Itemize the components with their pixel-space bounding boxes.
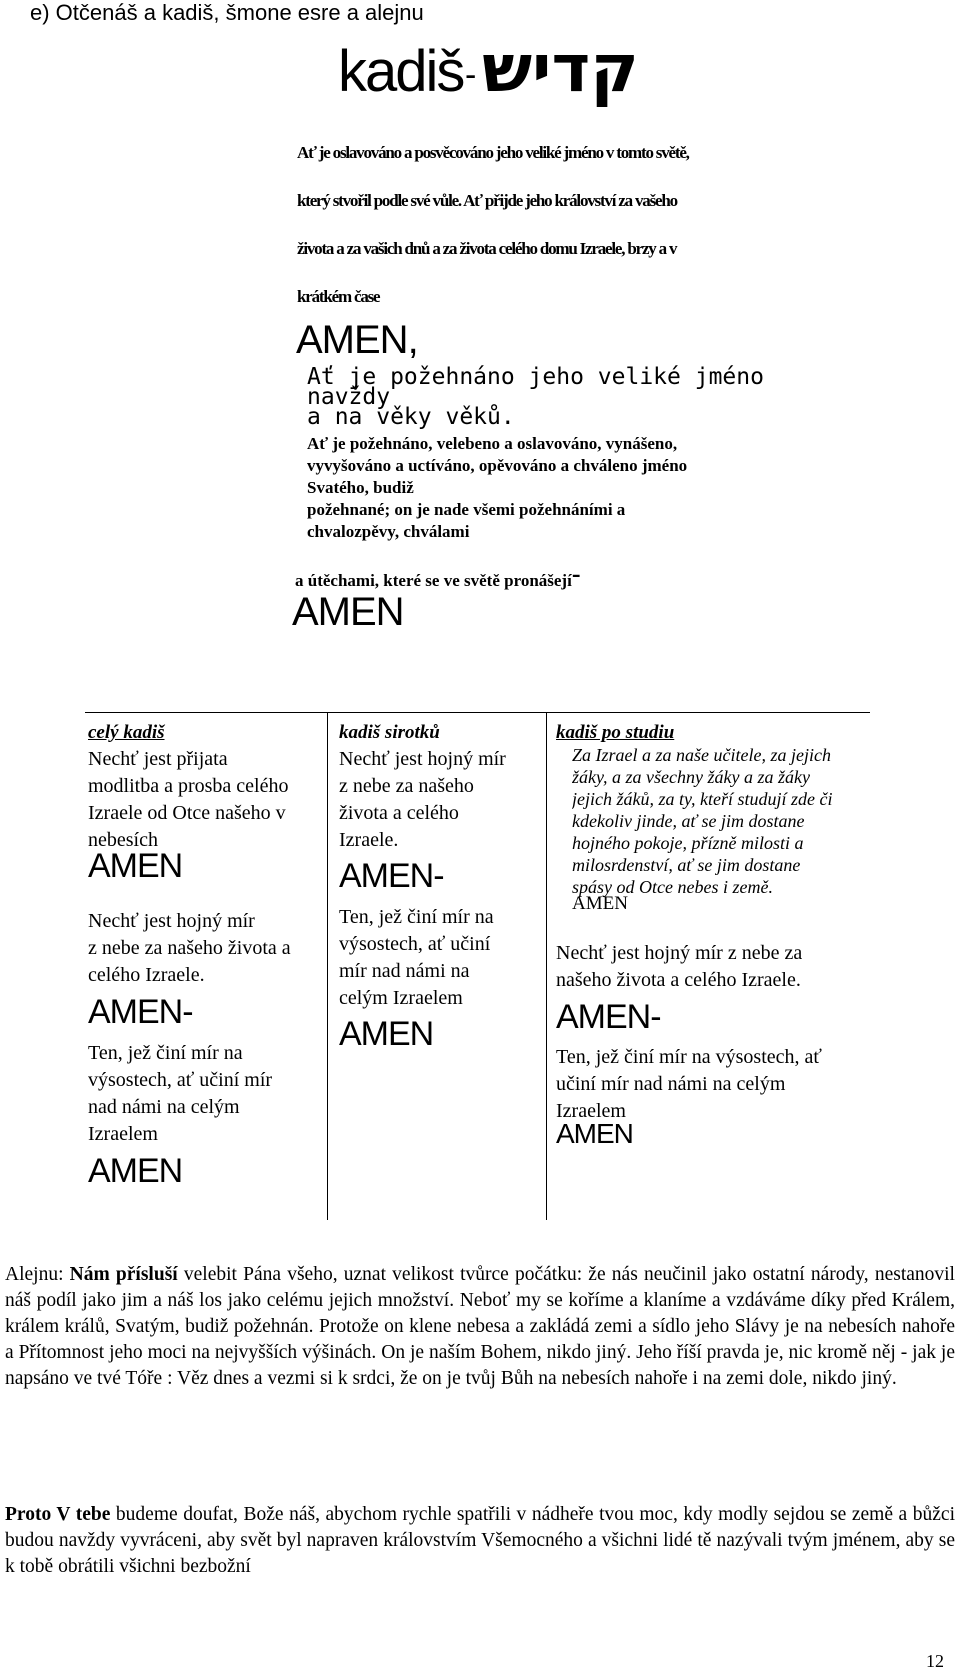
text-line: Ten, jež činí mír na výsostech, ať (556, 1046, 822, 1068)
column-full-text-2 (88, 908, 291, 989)
text-line: Nechť jest hojný mír (339, 748, 506, 770)
text-line: nad námi na celým (88, 1096, 240, 1118)
intro-line-3: života a za vašich dnů a za života celého domu Izraele, brzy a v (297, 239, 677, 258)
text-line: výsostech, ať učiní mír (88, 1069, 273, 1091)
columns-top-rule (85, 712, 870, 713)
text-line: učiní mír nad námi na celým (556, 1073, 786, 1095)
column-full-text-1 (88, 746, 289, 854)
column-orphan-amen-2: AMEN (339, 1015, 434, 1053)
alejnu-label: Alejnu: (5, 1264, 70, 1285)
column-full-amen-1: AMEN (88, 847, 183, 885)
text-line: jejich žáků, za ty, kteří studují zde či (572, 789, 833, 809)
text-line: Ten, jež činí mír na (339, 906, 494, 928)
amen-response-1: AMEN, (296, 318, 418, 362)
proto-paragraph (5, 1502, 955, 1580)
praise-line-4: požehnané; on je nade všemi požehnáními a (307, 500, 626, 519)
column-divider-1 (327, 712, 328, 1220)
praise-last-text: a útěchami, které se ve světě pronášejí (295, 571, 572, 590)
section-heading: e) Otčenáš a kadiš, šmone esre a alejnu (30, 0, 424, 25)
text-line: spásy od Otce nebes i země. (572, 877, 773, 897)
text-line: Nechť jest přijata (88, 748, 228, 770)
text-line: hojného pokoje, přízně milosti a (572, 833, 804, 853)
intro-line-4: krátkém čase (297, 287, 380, 306)
praise-line-1: Ať je požehnáno, velebeno a oslavováno, vynášeno, (307, 434, 678, 453)
intro-line-1: Ať je oslavováno a posvěcováno jeho veliké jméno v tomto světě, (297, 143, 689, 162)
column-divider-2 (546, 712, 547, 1220)
column-full-amen-2: AMEN- (88, 993, 193, 1031)
text-line: mír nad námi na (339, 960, 470, 982)
text-line: života a celého (339, 802, 459, 824)
blessing-line-3: a na věky věků. (307, 404, 515, 430)
text-line: z nebe za našeho života a (88, 937, 291, 959)
text-line: milosrdenství, ať se jim dostane (572, 855, 801, 875)
text-line: celého Izraele. (88, 964, 205, 986)
text-line: Izraele od Otce našeho v (88, 802, 286, 824)
column-orphan-text-2 (339, 904, 494, 1012)
text-line: našeho života a celého Izraele. (556, 969, 801, 991)
title-kadish-hebrew: קדיש (482, 30, 639, 107)
page-number: 12 (926, 1651, 944, 1671)
text-line: nebesích (88, 829, 158, 851)
blessing-line-1: Ať je požehnáno jeho veliké jméno (307, 364, 764, 390)
text-line: Izraelem (556, 1100, 626, 1122)
praise-line-3: Svatého, budiž (307, 478, 414, 497)
column-full-text-3 (88, 1040, 272, 1148)
proto-bold-phrase: Proto V tebe (5, 1504, 111, 1525)
text-line: Ten, jež činí mír na (88, 1042, 243, 1064)
column-orphan-text-1 (339, 746, 506, 854)
alejnu-text: velebit Pána všeho, uznat velikost tvůrce počátku: že nás neučinil jako ostatní národy, nestanovil náš podíl jako jim a náš los jako celému jejich množství. Neboť my se koříme a klaníme a vzdáváme díky před Králem, králem králů, Svatým, budiž požehnán. Protože on klene nebesa a zakládá zemi a sídlo jeho Slávy je na nebesích nahoře a Přítomnost jeho moci na nejvyšších výšinách. On je naším Bohem, nikdo jiný. Jeho říší pravda je, nic kromě něj - jak je napsáno ve tvé Tóře : Věz dnes a vezmi si k srdci, že on je tvůj Bůh na nebesích nahoře i na zemi dole, nikdo jiný. (5, 1264, 955, 1389)
amen-response-2: AMEN (292, 590, 404, 634)
alejnu-paragraph (5, 1262, 955, 1392)
text-line: kdekoliv jinde, ať se jim dostane (572, 811, 805, 831)
praise-dash: - (571, 559, 581, 588)
text-line: výsostech, ať učiní (339, 933, 491, 955)
text-line: Izraele. (339, 829, 399, 851)
column-study-amen-2: AMEN (556, 1118, 633, 1149)
text-line: Za Izrael a za naše učitele, za jejich (572, 745, 831, 765)
proto-text: budeme doufat, Bože náš, abychom rychle spatřili v nádheře tvou moc, kdy modly sejdou se země a bůžci budou navždy vyvráceni, aby svět byl napraven královstvím Všemocného a všichni lidé tě nazývali tvým jménem, aby se k tobě obrátili všichni bezbožní (5, 1504, 955, 1577)
column-study-text-1 (556, 940, 802, 994)
text-line: celým Izraelem (339, 987, 463, 1009)
text-line: modlitba a prosba celého (88, 775, 289, 797)
column-study-kadish-title: kadiš po studiu (556, 722, 675, 743)
alejnu-bold-phrase: Nám přísluší (69, 1264, 178, 1285)
text-line: Izraelem (88, 1123, 158, 1145)
praise-line-last (295, 559, 581, 593)
praise-line-5: chvalozpěvy, chválami (307, 522, 470, 541)
column-orphan-amen-1: AMEN- (339, 857, 444, 895)
column-study-prayer (572, 744, 870, 898)
text-line: Nechť jest hojný mír (88, 910, 255, 932)
praise-line-2: vyvyšováno a uctíváno, opěvováno a chváleno jméno (307, 456, 688, 475)
blessing-line-2: navždy (307, 384, 391, 410)
column-study-amen-small: AMEN (572, 893, 628, 914)
text-line: z nebe za našeho (339, 775, 474, 797)
title-kadish-latin: kadiš (338, 39, 464, 104)
text-line: žáky, a za všechny žáky a za žáky (572, 767, 810, 787)
intro-line-2: který stvořil podle své vůle. Ať přijde jeho království za vašeho (297, 191, 677, 210)
column-study-text-2 (556, 1044, 822, 1125)
column-full-amen-3: AMEN (88, 1152, 183, 1190)
column-orphan-kadish-title: kadiš sirotků (339, 722, 440, 743)
column-full-kadish-title: celý kadiš (88, 722, 165, 743)
title-dash: - (465, 56, 477, 94)
text-line: Nechť jest hojný mír z nebe za (556, 942, 803, 964)
column-study-amen-1: AMEN- (556, 998, 661, 1036)
